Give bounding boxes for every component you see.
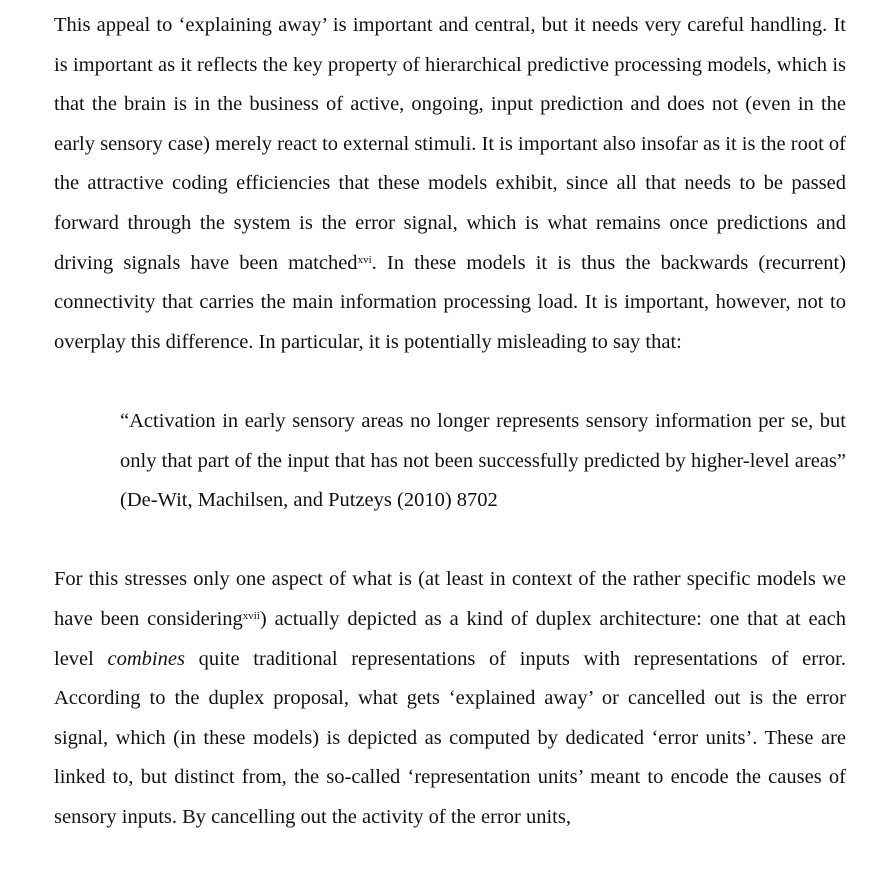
footnote-marker[interactable]: xvii <box>242 609 260 622</box>
paragraph-text: ) actually depicted as a kind of duplex architecture: one that at each level <box>54 607 846 670</box>
paragraph-text: quite traditional representations of inputs with representations of error. According to the duplex proposal, what gets ‘explained away’ or cancelled out is the error signal, which (in these models) is depicted as computed by dedicated ‘error units’. These are linked to, but distinct from, the so-called ‘representation units’ meant to encode the causes of sensory inputs. By cancelling out the activity of the error units, <box>54 647 846 828</box>
footnote-marker[interactable]: xvi <box>357 253 372 266</box>
paragraph-explaining-away <box>54 6 846 362</box>
emphasized-word: combines <box>107 647 185 670</box>
paragraph-text: For this stresses only one aspect of what is (at least in context of the rather specific models we have been considering <box>54 568 846 630</box>
paragraph-text: . In these models it is thus the backwards (recurrent) connectivity that carries the main information processing load. It is important, however, not to overplay this difference. In particular, it is potentially misleading to say that: <box>54 251 846 353</box>
paragraph-text: This appeal to ‘explaining away’ is important and central, but it needs very careful handling. It is important as it reflects the key property of hierarchical predictive processing models, which is that the brain is in the business of active, ongoing, input prediction and does not (even in the early sensory case) merely react to external stimuli. It is important also insofar as it is the root of the attractive coding efficiencies that these models exhibit, since all that needs to be passed forward through the system is the error signal, which is what remains once predictions and driving signals have been matched <box>54 14 846 274</box>
document-page <box>54 6 846 837</box>
quote-text: “Activation in early sensory areas no longer represents sensory information per se, but only that part of the input that has not been successfully predicted by higher-level areas” (De-Wit, Machilsen, and Putzeys (2010) 8702 <box>120 409 846 512</box>
block-quote <box>120 402 846 521</box>
paragraph-duplex-architecture <box>54 560 846 837</box>
